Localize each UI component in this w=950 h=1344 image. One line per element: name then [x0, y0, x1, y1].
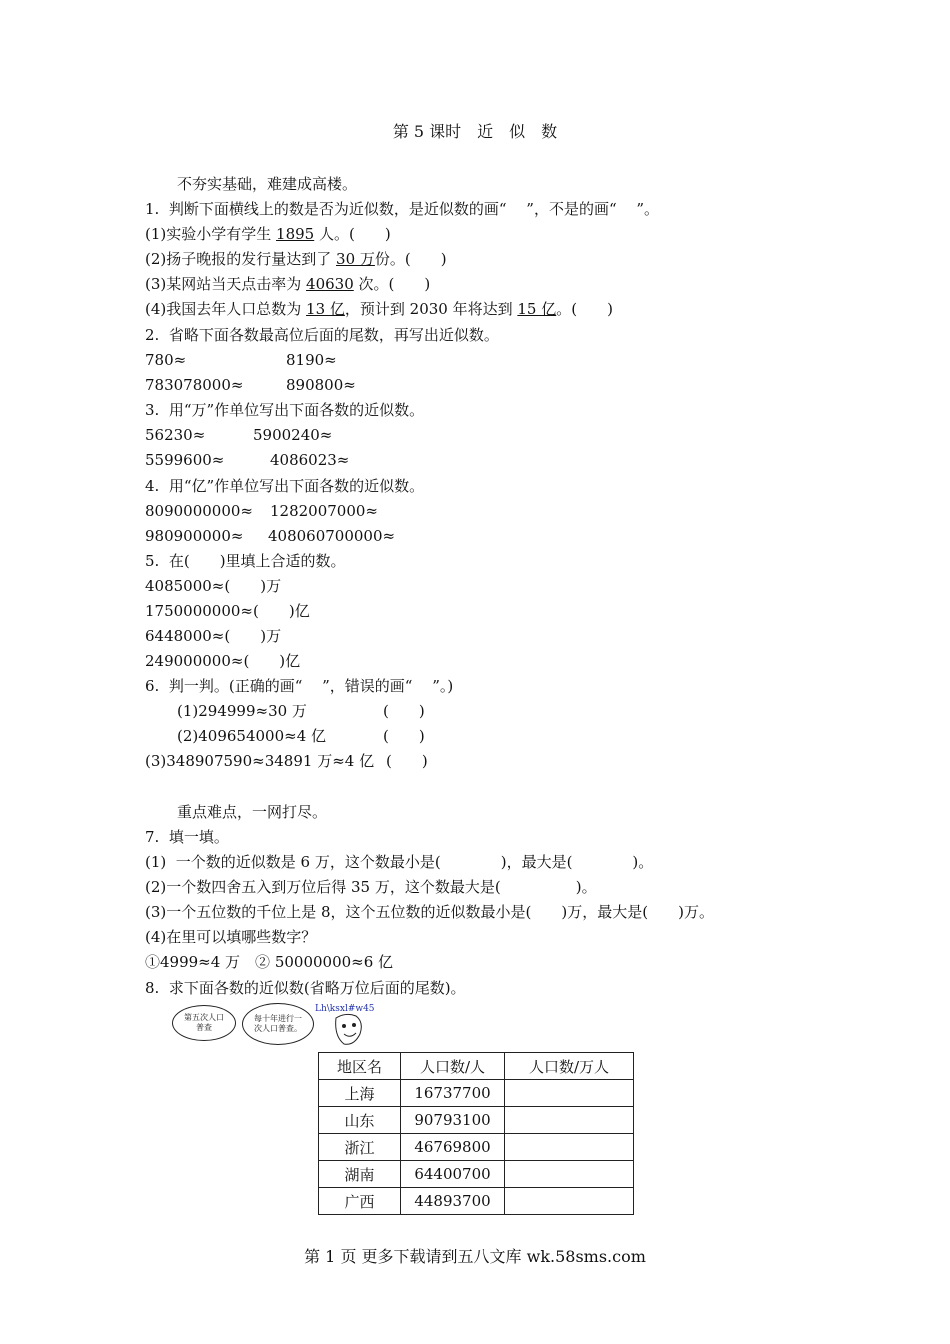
question-5-a: 4085000≈( )万 — [145, 577, 282, 595]
region-population: 90793100 — [401, 1107, 505, 1134]
question-2-stem: 2. 省略下面各数最高位后面的尾数，再写出近似数。 — [145, 326, 499, 344]
table-row — [319, 1161, 634, 1188]
question-3-b: 5900240≈ — [253, 426, 333, 444]
question-2-d: 890800≈ — [286, 376, 356, 394]
table-row — [319, 1080, 634, 1107]
question-4-a: 8090000000≈ — [145, 502, 254, 520]
question-3-a: 56230≈ — [145, 426, 206, 444]
region-population: 44893700 — [401, 1188, 505, 1215]
question-8-stem: 8. 求下面各数的近似数(省略万位后面的尾数)。 — [145, 979, 466, 997]
speech-bubble-left: 第五次人口普查 — [172, 1005, 236, 1041]
question-1-item-1: (1)实验小学有学生 1895 人。( ) — [145, 225, 391, 243]
question-7-item-2: (2)一个数四舍五入到万位后得 35 万，这个数最大是( )。 — [145, 878, 597, 896]
page-footer: 第 1 页 更多下载请到五八文库 wk.58sms.com — [304, 1247, 646, 1266]
region-population-wan — [505, 1134, 634, 1161]
question-1-item-4: (4)我国去年人口总数为 13 亿，预计到 2030 年将达到 15 亿。( ) — [145, 300, 613, 318]
table-row — [319, 1107, 634, 1134]
page-title: 第 5 课时 近 似 数 — [392, 122, 558, 141]
region-name: 广西 — [319, 1188, 401, 1215]
question-5-stem: 5. 在( )里填上合适的数。 — [145, 552, 346, 570]
question-5-d: 249000000≈( )亿 — [145, 652, 301, 670]
region-name: 山东 — [319, 1107, 401, 1134]
question-1-item-3: (3)某网站当天点击率为 40630 次。( ) — [145, 275, 431, 293]
question-6-blank-3: ( ) — [386, 752, 428, 770]
population-table — [318, 1052, 634, 1215]
question-5-c: 6448000≈( )万 — [145, 627, 282, 645]
cartoon-face-icon — [330, 1012, 366, 1048]
question-6-item-1: (1)294999≈30 万 — [177, 702, 307, 720]
question-7-stem: 7. 填一填。 — [145, 828, 229, 846]
speech-bubble-right: 每十年进行一次人口普查。 — [242, 1003, 314, 1045]
section-motto-key: 重点难点，一网打尽。 — [177, 803, 328, 821]
region-population-wan — [505, 1161, 634, 1188]
question-2-a: 780≈ — [145, 351, 187, 369]
question-4-b: 1282007000≈ — [270, 502, 379, 520]
region-population-wan — [505, 1188, 634, 1215]
region-name: 上海 — [319, 1080, 401, 1107]
table-header-row — [319, 1053, 634, 1080]
region-population: 64400700 — [401, 1161, 505, 1188]
question-6-item-2: (2)409654000≈4 亿 — [177, 727, 327, 745]
question-3-c: 5599600≈ — [145, 451, 225, 469]
table-row — [319, 1188, 634, 1215]
question-6-blank-1: ( ) — [383, 702, 425, 720]
question-6-blank-2: ( ) — [383, 727, 425, 745]
question-4-c: 980900000≈ — [145, 527, 244, 545]
question-7-item-4: (4)在里可以填哪些数字？ — [145, 928, 317, 946]
region-name: 浙江 — [319, 1134, 401, 1161]
question-7-item-5: ①4999≈4 万 ② 50000000≈6 亿 — [145, 953, 394, 971]
question-2-b: 8190≈ — [286, 351, 337, 369]
question-3-stem: 3. 用“万”作单位写出下面各数的近似数。 — [145, 401, 425, 419]
region-name: 湖南 — [319, 1161, 401, 1188]
region-population-wan — [505, 1080, 634, 1107]
question-7-item-1: (1) 一个数的近似数是 6 万，这个数最小是( )，最大是( )。 — [145, 853, 654, 871]
question-2-c: 783078000≈ — [145, 376, 244, 394]
question-6-stem: 6. 判一判。(正确的画“ ”，错误的画“ ”。) — [145, 677, 454, 695]
question-1-stem: 1. 判断下面横线上的数是否为近似数，是近似数的画“ ”，不是的画“ ”。 — [145, 200, 660, 218]
region-population: 16737700 — [401, 1080, 505, 1107]
cartoon-label: Lh\ksxl#w45 — [315, 1004, 375, 1014]
header-population: 人口数/人 — [401, 1053, 505, 1080]
region-population: 46769800 — [401, 1134, 505, 1161]
question-4-d: 408060700000≈ — [268, 527, 396, 545]
table-row — [319, 1134, 634, 1161]
question-5-b: 1750000000≈( )亿 — [145, 602, 310, 620]
question-4-stem: 4. 用“亿”作单位写出下面各数的近似数。 — [145, 477, 425, 495]
question-7-item-3: (3)一个五位数的千位上是 8，这个五位数的近似数最小是( )万，最大是( )万。 — [145, 903, 714, 921]
section-motto-basic: 不夯实基础，难建成高楼。 — [177, 175, 358, 193]
question-3-d: 4086023≈ — [270, 451, 350, 469]
question-6-item-3: (3)348907590≈34891 万≈4 亿 — [145, 752, 375, 770]
question-1-item-2: (2)扬子晚报的发行量达到了 30 万份。( ) — [145, 250, 447, 268]
header-population-wan: 人口数/万人 — [505, 1053, 634, 1080]
region-population-wan — [505, 1107, 634, 1134]
header-region: 地区名 — [319, 1053, 401, 1080]
